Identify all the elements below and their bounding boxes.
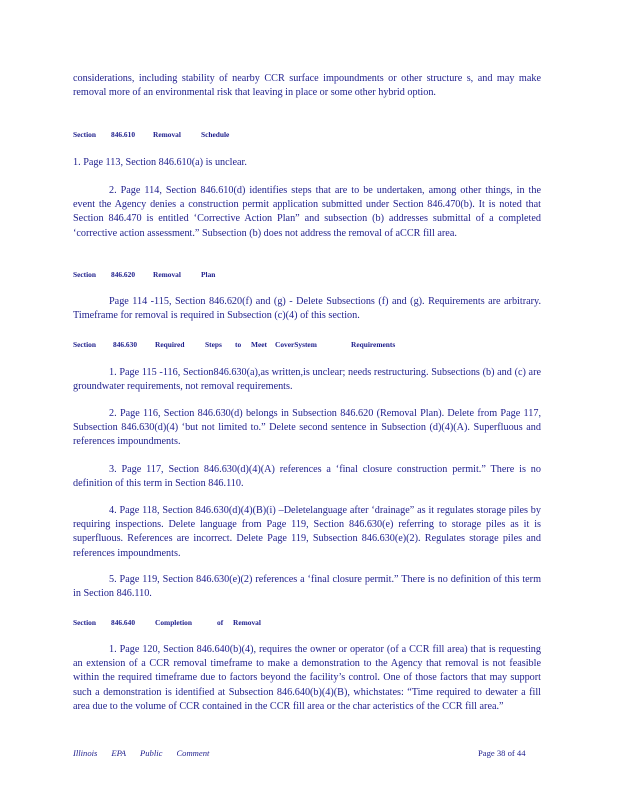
section-846-610-item-1 bbox=[73, 156, 541, 170]
section-846-620-item-1 bbox=[73, 295, 541, 323]
item-text: Page 114 -115, Section 846.620(f) and (g) - Delete Subsections (f) and (g). Requirements are arbitrary. Timeframe for removal is required in Subsection (c)(4) of this section. bbox=[73, 296, 541, 322]
heading-word: CoverSystem bbox=[275, 340, 317, 349]
item-text: 2. Page 116, Section 846.630(d) belongs in Subsection 846.620 (Removal Plan). Delete from Page 117, Subsection 846.630(d)(4) ‘but not limited to.” Delete second sentence in Subsection (d)(4)(A). Superfluous and references impoundments. bbox=[73, 408, 541, 448]
section-846-620-heading bbox=[73, 270, 215, 279]
heading-word: Section bbox=[73, 340, 96, 349]
heading-word: 846.630 bbox=[113, 340, 138, 349]
footer-word: Public bbox=[140, 748, 163, 758]
heading-word: Plan bbox=[201, 270, 216, 279]
heading-word: Removal bbox=[153, 130, 181, 139]
section-846-630-heading bbox=[73, 340, 395, 349]
section-846-630-item-3 bbox=[73, 463, 541, 491]
heading-word: Required bbox=[155, 340, 185, 349]
footer-word: EPA bbox=[111, 748, 126, 758]
section-846-630-item-5 bbox=[73, 573, 541, 601]
item-text: 4. Page 118, Section 846.630(d)(4)(B)(i) –Deletelanguage after ‘drainage” as it regulates storage piles by requiring inspections. Delete language from Page 119, Section 846.630(e) referring to storage piles as it is superfluous. References are incorrect. Delete Page 119, Subsection 846.630(e)(2). Regulates storage piles and references impoundments. bbox=[73, 505, 541, 559]
heading-word: of bbox=[217, 618, 224, 627]
section-846-610-item-2 bbox=[73, 184, 541, 241]
item-text: 5. Page 119, Section 846.630(e)(2) references a ‘final closure permit.” There is no definition of this term in Section 846.110. bbox=[73, 574, 541, 600]
intro-paragraph bbox=[73, 72, 541, 100]
heading-word: 846.640 bbox=[111, 618, 136, 627]
item-text: 1. Page 113, Section 846.610(a) is unclear. bbox=[73, 157, 247, 168]
item-text: 1. Page 115 -116, Section846.630(a),as written,is unclear; needs restructuring. Subsections (b) and (c) are groundwater requirements, not removal requirements. bbox=[73, 367, 541, 393]
heading-word: Section bbox=[73, 270, 96, 279]
heading-word: to bbox=[235, 340, 242, 349]
heading-word: 846.610 bbox=[111, 130, 136, 139]
section-846-610-heading bbox=[73, 130, 229, 139]
heading-word: Schedule bbox=[201, 130, 230, 139]
footer-word: Illinois bbox=[73, 748, 98, 758]
heading-word: Steps bbox=[205, 340, 222, 349]
section-846-640-item-1 bbox=[73, 643, 541, 714]
section-846-630-item-2 bbox=[73, 407, 541, 450]
section-846-630-item-1 bbox=[73, 366, 541, 394]
page-number: Page 38 of 44 bbox=[478, 748, 526, 758]
item-text: 3. Page 117, Section 846.630(d)(4)(A) references a ‘final closure construction permit.” There is no definition of this term in Section 846.110. bbox=[73, 464, 541, 490]
section-846-640-heading bbox=[73, 618, 261, 627]
section-846-630-item-4 bbox=[73, 504, 541, 561]
heading-word: Meet bbox=[251, 340, 267, 349]
heading-word: Requirements bbox=[351, 340, 396, 349]
footer-left bbox=[73, 748, 223, 758]
item-text: 2. Page 114, Section 846.610(d) identifies steps that are to be undertaken, among other things, in the event the Agency denies a construction permit application submitted under Section 846.470(b). It is noted that Section 846.470 is entitled ‘Corrective Action Plan” and subsection (b) addresses submittal of a completed ‘corrective action assessment.” Subsection (b) does not address the removal of aCCR fill area. bbox=[73, 185, 541, 239]
heading-word: Section bbox=[73, 618, 96, 627]
heading-word: Removal bbox=[153, 270, 181, 279]
heading-word: Completion bbox=[155, 618, 192, 627]
item-text: 1. Page 120, Section 846.640(b)(4), requires the owner or operator (of a CCR fill area) that is requesting an extension of a CCR removal timeframe to make a demonstration to the Agency that removal is not feasible within the required timeframe due to factors beyond the facility’s control. One of those factors that may support such a demonstration is identified at Subsection 846.640(b)(4)(B), whichstates: “Time required to dewater a fill area due to the volume of CCR contained in the CCR fill area or the char acteristics of the CCR fill area.” bbox=[73, 644, 541, 712]
heading-word: 846.620 bbox=[111, 270, 136, 279]
heading-word: Section bbox=[73, 130, 96, 139]
heading-word: Removal bbox=[233, 618, 261, 627]
intro-text: considerations, including stability of nearby CCR surface impoundments or other structure s, and may make removal more of an environmental risk that leaving in place or some other hybrid option. bbox=[73, 73, 541, 99]
footer-word: Comment bbox=[176, 748, 210, 758]
